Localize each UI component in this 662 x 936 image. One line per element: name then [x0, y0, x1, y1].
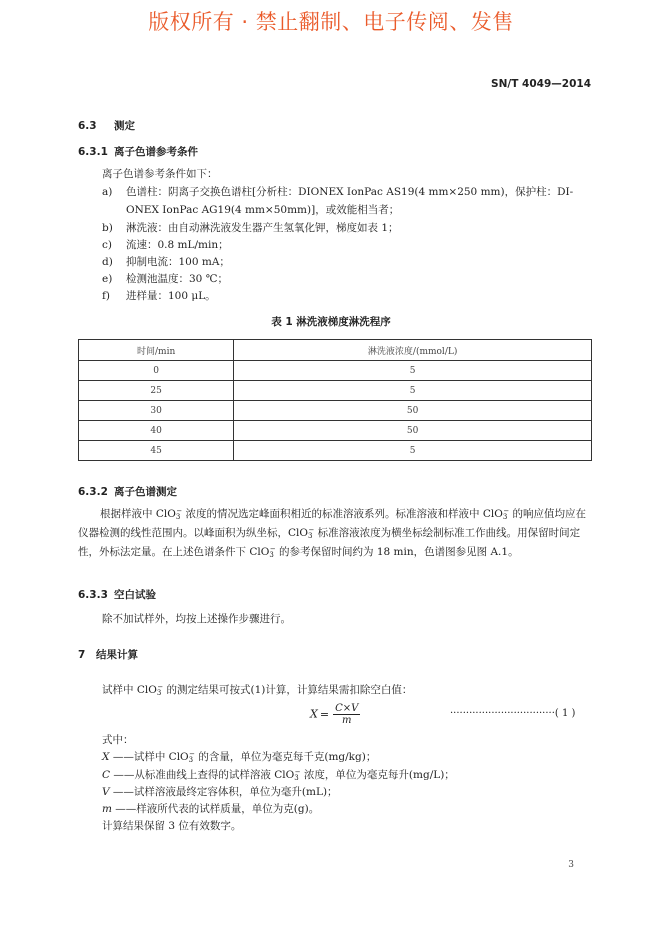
- eq-label: ( 1 ): [554, 708, 576, 719]
- table-row: [79, 361, 592, 381]
- table-cell: 30: [79, 401, 234, 421]
- condition-a: [102, 183, 573, 201]
- var-x: [102, 748, 376, 767]
- fraction: [333, 703, 360, 726]
- section-6-3-3-heading: [78, 587, 156, 602]
- list-marker: f): [102, 290, 110, 302]
- calc-intro: [102, 681, 412, 700]
- section-number: 6.3.1: [78, 146, 108, 158]
- list-marker: d): [102, 256, 113, 268]
- variable-symbol: X: [102, 751, 110, 763]
- text: 的参考保留时间约为 18 min，色谱图参见图 A.1。: [275, 546, 519, 558]
- table-cell: 5: [234, 361, 592, 381]
- list-marker: a): [102, 186, 113, 198]
- column-header: 淋洗液浓度/(mmol/L): [234, 340, 592, 361]
- variable-symbol: C: [102, 769, 111, 781]
- subscript: 3: [294, 774, 299, 782]
- text: 试样中 ClO: [102, 684, 157, 696]
- where-label: 式中：: [102, 734, 134, 746]
- table-cell: 0: [79, 361, 234, 381]
- superscript: −: [176, 507, 183, 515]
- section-number: 6.3.2: [78, 486, 108, 498]
- variable-symbol: V: [102, 786, 110, 798]
- superscript: −: [294, 768, 301, 776]
- superscript: −: [269, 545, 276, 553]
- section-number: 6.3.3: [78, 589, 108, 601]
- section-6-3-1-heading: [78, 144, 198, 159]
- condition-b: [102, 219, 399, 237]
- text: ——试样溶液最终定容体积，单位为毫升(mL)；: [109, 786, 338, 798]
- leader-dots: ·································: [450, 708, 555, 719]
- list-text: 色谱柱：阴离子交换色谱柱[分析柱：DIONEX IonPac AS19(4 mm×250 mm)，保护柱：DI-: [126, 186, 574, 198]
- conditions-intro: 离子色谱参考条件如下：: [102, 168, 218, 180]
- table-cell: 25: [79, 381, 234, 401]
- list-marker: c): [102, 239, 112, 251]
- section-6-3-heading: [78, 118, 135, 133]
- table-row: [79, 441, 592, 461]
- table-cell: 5: [234, 381, 592, 401]
- text: 的测定结果可按式(1)计算，计算结果需扣除空白值：: [163, 684, 413, 696]
- subscript: 3: [269, 551, 274, 559]
- list-text: 淋洗液：由自动淋洗液发生器产生氢氧化钾，梯度如表 1；: [126, 222, 399, 234]
- text: 的响应值均应在仪器检测的线性范围内。以峰面积为纵坐标，ClO: [78, 508, 587, 539]
- subscript: 3: [156, 689, 162, 697]
- text: ——从标准曲线上查得的试样溶液 ClO: [110, 769, 295, 781]
- condition-d: [102, 253, 230, 271]
- condition-c: [102, 236, 229, 254]
- subscript: 3: [188, 756, 194, 764]
- list-marker: e): [102, 273, 113, 285]
- table-row: [79, 421, 592, 441]
- superscript: −: [157, 683, 164, 691]
- list-marker: b): [102, 222, 113, 234]
- text: 浓度的情况选定峰面积相近的标准溶液系列。标准溶液和样液中 ClO: [182, 508, 503, 520]
- subscript: 3: [502, 513, 508, 521]
- numerator: C×V: [335, 703, 359, 714]
- formula-lhs: X: [310, 707, 318, 721]
- text: 的含量，单位为毫克每千克(mg/kg)；: [195, 751, 377, 763]
- subscript: 3: [175, 513, 181, 521]
- condition-f: [102, 287, 216, 305]
- table-row: [79, 401, 592, 421]
- table-cell: 45: [79, 441, 234, 461]
- text: 标准溶液浓度为横坐标绘制标准工作曲线。用保留时间定性，外标法定量。在上述色谱条件下 ClO: [78, 527, 581, 558]
- subscript: 3: [308, 532, 313, 540]
- condition-a-cont: ONEX IonPac AG19(4 mm×50mm)]，或效能相当者；: [126, 204, 400, 216]
- list-text: 进样量：100 μL。: [126, 290, 216, 302]
- section-title: 空白试验: [114, 589, 156, 601]
- var-v: [102, 783, 338, 801]
- table-1-caption: 表 1 淋洗液梯度淋洗程序: [271, 316, 391, 328]
- sigfig-note: 计算结果保留 3 位有效数字。: [102, 820, 242, 832]
- superscript: −: [308, 526, 315, 534]
- superscript: −: [189, 750, 196, 758]
- gradient-table: [78, 339, 592, 461]
- equals-sign: =: [319, 707, 330, 721]
- section-title: 结果计算: [96, 649, 138, 661]
- text: 浓度，单位为毫克每升(mg/L)；: [300, 769, 455, 781]
- page-number: 3: [568, 860, 574, 870]
- equation-number: [450, 708, 575, 719]
- table-cell: 5: [234, 441, 592, 461]
- section-7-heading: [78, 647, 138, 662]
- variable-symbol: m: [102, 803, 112, 815]
- denominator: m: [341, 715, 352, 726]
- section-number: 7: [78, 649, 86, 661]
- blank-test-text: 除不加试样外，均按上述操作步骤进行。: [102, 613, 291, 625]
- text: ——试样中 ClO: [109, 751, 189, 763]
- column-header: 时间/min: [79, 340, 234, 361]
- table-cell: 40: [79, 421, 234, 441]
- condition-e: [102, 270, 228, 288]
- table-row: [79, 381, 592, 401]
- table-header-row: [79, 340, 592, 361]
- superscript: −: [503, 507, 510, 515]
- copyright-watermark: 版权所有 · 禁止翻制、电子传阅、发售: [148, 10, 514, 34]
- table-cell: 50: [234, 421, 592, 441]
- section-title: 测定: [114, 120, 135, 132]
- chromatography-paragraph: [78, 505, 592, 562]
- list-text: 流速：0.8 mL/min；: [126, 239, 229, 251]
- var-m: [102, 800, 319, 818]
- table-cell: 50: [234, 401, 592, 421]
- section-6-3-2-heading: [78, 484, 177, 499]
- section-number: 6.3: [78, 120, 97, 132]
- formula-1: [310, 703, 360, 726]
- standard-number: SN/T 4049—2014: [491, 78, 591, 90]
- text: 根据样液中 ClO: [100, 508, 176, 520]
- list-text: 抑制电流：100 mA；: [126, 256, 230, 268]
- section-title: 离子色谱测定: [114, 486, 177, 498]
- list-text: 检测池温度：30 ℃；: [126, 273, 228, 285]
- text: ——样液所代表的试样质量，单位为克(g)。: [111, 803, 320, 815]
- section-title: 离子色谱参考条件: [114, 146, 198, 158]
